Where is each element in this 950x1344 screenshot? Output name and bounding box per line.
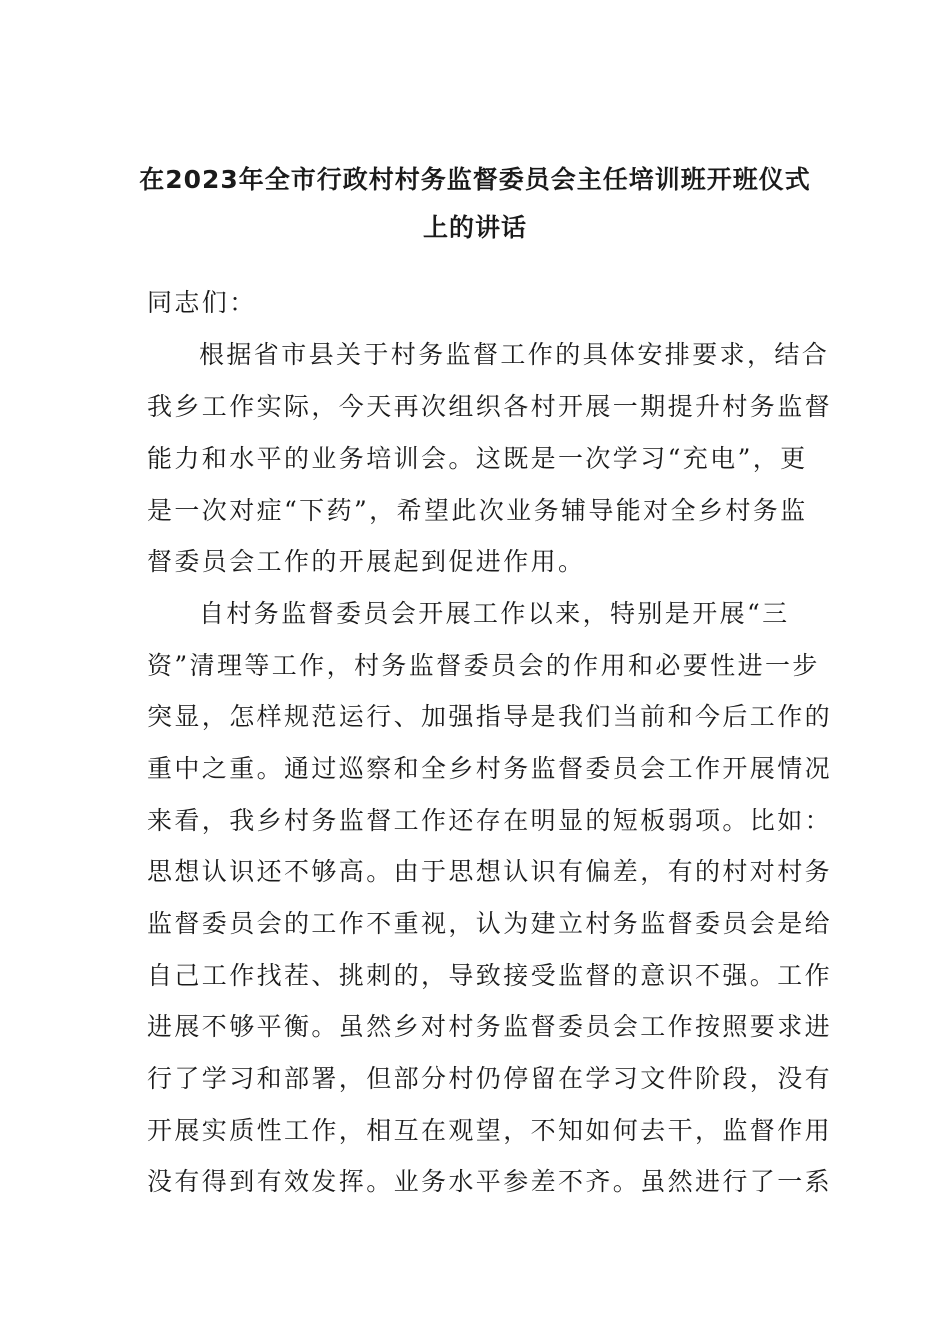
- paragraph-2-line: 自村务监督委员会开展工作以来，特别是开展“三: [199, 599, 790, 628]
- salutation: 同志们：: [147, 288, 257, 317]
- paragraph-1-line: 是一次对症“下药”，希望此次业务辅导能对全乡村务监: [147, 496, 808, 525]
- paragraph-1-line: 根据省市县关于村务监督工作的具体安排要求，结合: [199, 340, 830, 369]
- paragraph-1-line: 能力和水平的业务培训会。这既是一次学习“充电”，更: [147, 444, 808, 473]
- paragraph-2-line: 没有得到有效发挥。业务水平参差不齐。虽然进行了一系: [147, 1167, 833, 1196]
- paragraph-1-line: 督委员会工作的开展起到促进作用。: [147, 547, 586, 576]
- paragraph-2-line: 行了学习和部署，但部分村仍停留在学习文件阶段，没有: [147, 1064, 833, 1093]
- document-title-line-1: 在2023年全市行政村村务监督委员会主任培训班开班仪式: [139, 165, 811, 194]
- paragraph-1-line: 我乡工作实际，今天再次组织各村开展一期提升村务监督: [147, 392, 833, 421]
- paragraph-2-line: 资”清理等工作，村务监督委员会的作用和必要性进一步: [147, 651, 820, 680]
- paragraph-2-line: 思想认识还不够高。由于思想认识有偏差，有的村对村务: [147, 857, 833, 886]
- paragraph-2-line: 开展实质性工作，相互在观望，不知如何去干，监督作用: [147, 1116, 833, 1145]
- paragraph-2-line: 自己工作找茬、挑刺的，导致接受监督的意识不强。工作: [147, 961, 833, 990]
- paragraph-2-line: 突显，怎样规范运行、加强指导是我们当前和今后工作的: [147, 702, 833, 731]
- paragraph-2-line: 监督委员会的工作不重视，认为建立村务监督委员会是给: [147, 909, 833, 938]
- paragraph-2-line: 来看，我乡村务监督工作还存在明显的短板弱项。比如：: [147, 806, 833, 835]
- paragraph-2-line: 进展不够平衡。虽然乡对村务监督委员会工作按照要求进: [147, 1012, 833, 1041]
- document-body: [147, 288, 833, 1196]
- paragraph-2-line: 重中之重。通过巡察和全乡村务监督委员会工作开展情况: [147, 754, 833, 783]
- document-title-line-2: 上的讲话: [422, 213, 527, 242]
